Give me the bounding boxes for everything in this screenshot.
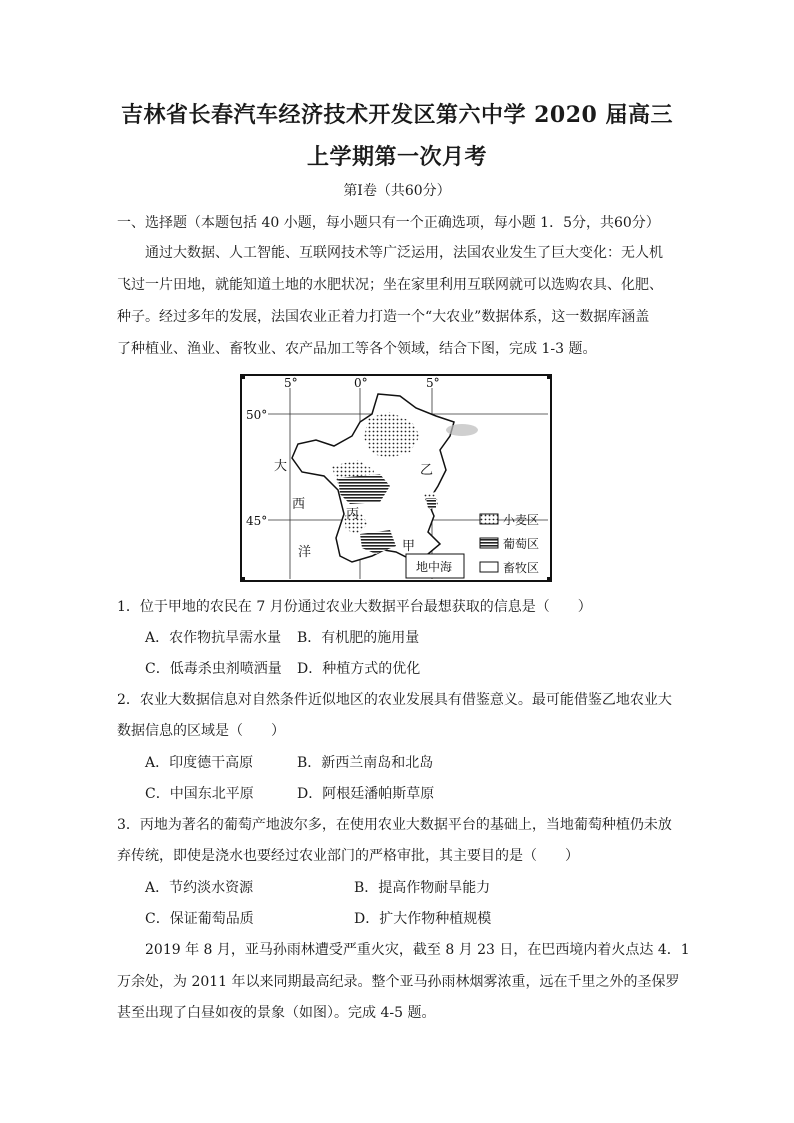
- sea-label: 地中海: [416, 560, 453, 574]
- place-label-jia: 甲: [402, 539, 416, 554]
- q1-stem: 1．位于甲地的农民在 7 月份通过农业大数据平台最想获取的信息是（ ）: [117, 599, 592, 615]
- legend-swatch-grape: [480, 538, 498, 548]
- section-heading: 一、选择题（本题包括 40 小题，每小题只有一个正确选项，每小题 1．5分，共60分）: [117, 215, 660, 231]
- passage1-line-3: 种子。经过多年的发展，法国农业正着力打造一个“大农业”数据体系，这一数据库涵盖: [117, 309, 650, 325]
- map-legend: [480, 513, 539, 575]
- ocean-char-3: 洋: [298, 545, 312, 560]
- q2-option-a: A．印度德干高原: [145, 755, 254, 771]
- q2-stem-line-2: 数据信息的区域是（ ）: [117, 723, 285, 739]
- legend-swatch-wheat: [480, 514, 498, 524]
- q2-option-d: D．阿根廷潘帕斯草原: [297, 786, 435, 802]
- legend-label-grape: 葡萄区: [503, 537, 540, 551]
- place-label-yi: 乙: [420, 463, 434, 478]
- lat-label-45: 45°: [246, 514, 268, 528]
- passage2-line-3: 甚至出现了白昼如夜的景象（如图）。完成 4-5 题。: [117, 1005, 436, 1021]
- lon-label-5e: 5°: [426, 376, 440, 390]
- ocean-char-2: 西: [292, 497, 306, 512]
- passage1-line-2: 飞过一片田地，就能知道土地的水肥状况；坐在家里利用互联网就可以选购农具、化肥、: [117, 277, 663, 293]
- q3-option-c: C．保证葡萄品质: [145, 911, 254, 927]
- q3-stem-line-1: 3．丙地为著名的葡萄产地波尔多，在使用农业大数据平台的基础上，当地葡萄种植仍未放: [117, 817, 672, 833]
- france-agriculture-map: [240, 374, 552, 582]
- exam-title-line-1: 吉林省长春汽车经济技术开发区第六中学 2020 届高三: [120, 102, 674, 128]
- passage2-line-2: 万余处，为 2011 年以来同期最高纪录。整个亚马孙雨林烟雾浓重，远在千里之外的圣保罗: [117, 974, 680, 990]
- exam-title-line-2: 上学期第一次月考: [306, 144, 487, 170]
- blurred-mark: [446, 424, 478, 436]
- passage1-line-1: 通过大数据、人工智能、互联网技术等广泛运用，法国农业发生了巨大变化：无人机: [145, 245, 663, 261]
- legend-label-livestock: 畜牧区: [503, 561, 540, 575]
- lat-label-50: 50°: [246, 408, 268, 422]
- q1-option-a: A．农作物抗旱需水量: [145, 630, 282, 646]
- passage2-line-1: 2019 年 8 月，亚马孙雨林遭受严重火灾，截至 8 月 23 日，在巴西境内着火点达 4．1: [145, 942, 690, 958]
- q3-option-a: A．节约淡水资源: [145, 880, 254, 896]
- q2-option-c: C．中国东北平原: [145, 786, 254, 802]
- section-name: 第Ⅰ卷（共60分）: [343, 183, 451, 199]
- q3-option-d: D．扩大作物种植规模: [354, 911, 492, 927]
- q3-option-b: B．提高作物耐旱能力: [354, 880, 491, 896]
- legend-label-wheat: 小麦区: [503, 513, 540, 527]
- passage1-line-4: 了种植业、渔业、畜牧业、农产品加工等各个领域，结合下图，完成 1-3 题。: [117, 341, 597, 357]
- ocean-char-1: 大: [274, 459, 288, 474]
- q1-option-d: D．种植方式的优化: [297, 661, 421, 677]
- place-label-bing: 丙: [346, 507, 360, 522]
- q2-option-b: B．新西兰南岛和北岛: [297, 755, 434, 771]
- legend-swatch-livestock: [480, 562, 498, 572]
- q3-stem-line-2: 弃传统，即使是浇水也要经过农业部门的严格审批，其主要目的是（ ）: [117, 848, 579, 864]
- q1-option-b: B．有机肥的施用量: [297, 630, 420, 646]
- lon-label-0: 0°: [354, 376, 368, 390]
- q2-stem-line-1: 2．农业大数据信息对自然条件近似地区的农业发展具有借鉴意义。最可能借鉴乙地农业大: [117, 692, 672, 708]
- lon-label-5w: 5°: [284, 376, 298, 390]
- q1-option-c: C．低毒杀虫剂喷洒量: [145, 661, 282, 677]
